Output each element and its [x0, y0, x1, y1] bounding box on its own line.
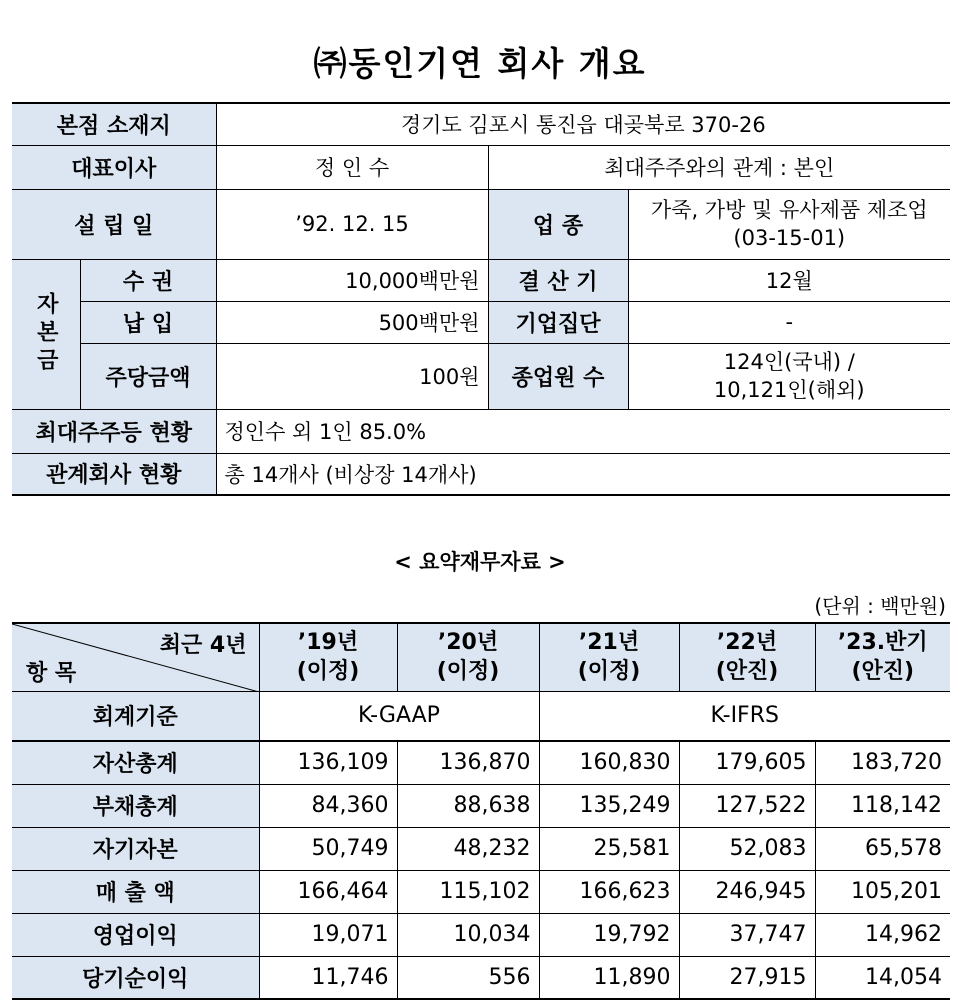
- row-ceo: [12, 145, 950, 189]
- row-label: 자산총계: [12, 741, 259, 784]
- row-paidin: [12, 301, 950, 343]
- page-title: ㈜동인기연 회사 개요: [313, 44, 647, 83]
- year-header: [539, 623, 679, 691]
- value-cell: 11,890: [539, 956, 679, 999]
- paidin-label: 납 입: [80, 301, 216, 343]
- value-cell: 135,249: [539, 784, 679, 827]
- ceo-value: 정 인 수: [216, 145, 488, 189]
- value-cell: 19,071: [259, 913, 397, 956]
- value-cell: 115,102: [397, 870, 539, 913]
- value-cell: 136,870: [397, 741, 539, 784]
- financials-subtitle: < 요약재무자료 >: [394, 550, 566, 574]
- row-authorized: [12, 259, 950, 301]
- row-par-value: [12, 343, 950, 409]
- founded-value: ’92. 12. 15: [216, 189, 488, 259]
- value-cell: 118,142: [815, 784, 950, 827]
- value-cell: 27,915: [679, 956, 815, 999]
- group-value: -: [628, 301, 950, 343]
- ceo-label: 대표이사: [12, 145, 216, 189]
- auditor-label: (안진): [851, 659, 915, 685]
- row-affiliates: [12, 453, 950, 495]
- value-cell: 84,360: [259, 784, 397, 827]
- row-label: 부채총계: [12, 784, 259, 827]
- row-label: 당기순이익: [12, 956, 259, 999]
- value-cell: 25,581: [539, 827, 679, 870]
- table-row: [12, 784, 950, 827]
- paidin-value: 500백만원: [216, 301, 488, 343]
- fiscal-label: 결 산 기: [488, 259, 628, 301]
- row-label: 자기자본: [12, 827, 259, 870]
- value-cell: 136,109: [259, 741, 397, 784]
- auditor-label: (이정): [577, 659, 641, 685]
- value-cell: 246,945: [679, 870, 815, 913]
- par-label: 주당금액: [80, 343, 216, 409]
- hq-value: 경기도 김포시 통진읍 대곶북로 370-26: [216, 103, 950, 145]
- value-cell: 179,605: [679, 741, 815, 784]
- value-cell: 19,792: [539, 913, 679, 956]
- ceo-relation: 최대주주와의 관계 : 본인: [488, 145, 950, 189]
- year-header: [679, 623, 815, 691]
- corner-header: [12, 623, 259, 691]
- value-cell: 10,034: [397, 913, 539, 956]
- value-cell: 65,578: [815, 827, 950, 870]
- table-row: [12, 913, 950, 956]
- value-cell: 556: [397, 956, 539, 999]
- year-label: ’19년: [297, 629, 359, 655]
- value-cell: 14,054: [815, 956, 950, 999]
- table-row: [12, 956, 950, 999]
- capital-group-label: 자본금: [12, 259, 80, 409]
- standard-ifrs: K-IFRS: [539, 691, 950, 741]
- fiscal-value: 12월: [628, 259, 950, 301]
- value-cell: 160,830: [539, 741, 679, 784]
- fin-header-row: [12, 623, 950, 691]
- company-overview-table: [12, 102, 950, 496]
- value-cell: 166,623: [539, 870, 679, 913]
- employees-cell: [628, 343, 950, 409]
- corner-bottom-label: 항 목: [26, 660, 77, 686]
- year-label: ’21년: [578, 629, 640, 655]
- year-header: [815, 623, 950, 691]
- corner-top-label: 최근 4년: [159, 633, 247, 658]
- value-cell: 50,749: [259, 827, 397, 870]
- authorized-label: 수 권: [80, 259, 216, 301]
- financial-rows: [12, 741, 950, 999]
- industry-value: 가죽, 가방 및 유사제품 제조업: [650, 197, 928, 222]
- founded-label: 설 립 일: [12, 189, 216, 259]
- table-row: [12, 870, 950, 913]
- row-founded: [12, 189, 950, 259]
- row-label: 매 출 액: [12, 870, 259, 913]
- row-headquarters: [12, 103, 950, 145]
- shareholder-label: 최대주주등 현황: [12, 409, 216, 453]
- group-label: 기업집단: [488, 301, 628, 343]
- row-shareholders: [12, 409, 950, 453]
- financial-summary-table: [12, 622, 950, 1000]
- industry-cell: [628, 189, 950, 259]
- auditor-label: (이정): [296, 659, 360, 685]
- row-label: 영업이익: [12, 913, 259, 956]
- table-row: [12, 741, 950, 784]
- year-label: ’23.반기: [837, 629, 928, 655]
- employees-domestic: 124인(국내) /: [723, 349, 855, 374]
- year-header: [259, 623, 397, 691]
- industry-label: 업 종: [488, 189, 628, 259]
- employees-label: 종업원 수: [488, 343, 628, 409]
- employees-overseas: 10,121인(해외): [713, 378, 865, 402]
- hq-label: 본점 소재지: [12, 103, 216, 145]
- value-cell: 183,720: [815, 741, 950, 784]
- year-label: ’22년: [716, 629, 778, 655]
- value-cell: 11,746: [259, 956, 397, 999]
- accounting-standard-row: [12, 691, 950, 741]
- value-cell: 88,638: [397, 784, 539, 827]
- industry-code: (03-15-01): [733, 226, 846, 250]
- value-cell: 48,232: [397, 827, 539, 870]
- unit-note: (단위 : 백만원): [814, 594, 946, 618]
- value-cell: 14,962: [815, 913, 950, 956]
- standard-label: 회계기준: [12, 691, 259, 741]
- authorized-value: 10,000백만원: [216, 259, 488, 301]
- affiliates-label: 관계회사 현황: [12, 453, 216, 495]
- year-label: ’20년: [437, 629, 499, 655]
- shareholder-value: 정인수 외 1인 85.0%: [216, 409, 950, 453]
- affiliates-value: 총 14개사 (비상장 14개사): [216, 453, 950, 495]
- year-header: [397, 623, 539, 691]
- value-cell: 166,464: [259, 870, 397, 913]
- auditor-label: (이정): [436, 659, 500, 685]
- auditor-label: (안진): [715, 659, 779, 685]
- value-cell: 52,083: [679, 827, 815, 870]
- value-cell: 105,201: [815, 870, 950, 913]
- table-row: [12, 827, 950, 870]
- standard-gaap: K-GAAP: [259, 691, 539, 741]
- value-cell: 127,522: [679, 784, 815, 827]
- value-cell: 37,747: [679, 913, 815, 956]
- par-value: 100원: [216, 343, 488, 409]
